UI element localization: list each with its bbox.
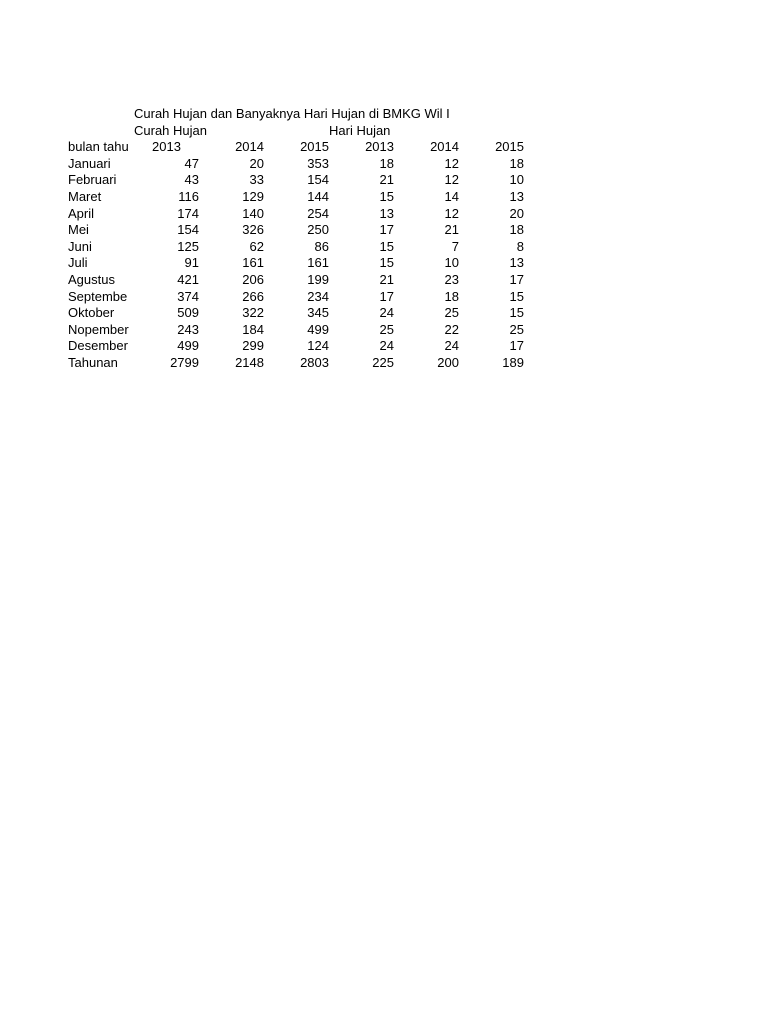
value-cell[interactable]: 62 [249, 238, 264, 254]
month-cell[interactable]: Septembe [68, 288, 128, 304]
value-cell[interactable]: 24 [379, 305, 394, 321]
month-cell[interactable]: Februari [68, 172, 117, 188]
month-cell[interactable]: Agustus [68, 271, 115, 287]
value-cell[interactable]: 2148 [235, 354, 264, 370]
value-cell[interactable]: 184 [242, 321, 264, 337]
value-cell[interactable]: 345 [307, 305, 329, 321]
value-cell[interactable]: 24 [379, 338, 394, 354]
value-cell[interactable]: 254 [307, 205, 329, 221]
month-cell[interactable]: Juli [68, 255, 88, 271]
value-cell[interactable]: 91 [184, 255, 199, 271]
month-cell[interactable]: Oktober [68, 305, 115, 321]
value-cell[interactable]: 125 [177, 238, 199, 254]
value-cell[interactable]: 25 [509, 321, 524, 337]
value-cell[interactable]: 33 [249, 172, 264, 188]
value-cell[interactable]: 499 [307, 321, 329, 337]
group-label-row [68, 123, 524, 140]
value-cell[interactable]: 17 [379, 222, 394, 238]
value-cell[interactable]: 17 [509, 338, 524, 354]
value-cell[interactable]: 174 [177, 205, 199, 221]
value-cell[interactable]: 161 [242, 255, 264, 271]
header-year-cell[interactable]: 2015 [495, 139, 524, 155]
value-cell[interactable]: 10 [444, 255, 459, 271]
value-cell[interactable]: 15 [379, 188, 394, 204]
value-cell[interactable]: 8 [516, 238, 524, 254]
value-cell[interactable]: 15 [509, 288, 524, 304]
value-cell[interactable]: 18 [509, 155, 524, 171]
value-cell[interactable]: 21 [379, 271, 394, 287]
title-row [68, 106, 524, 123]
value-cell[interactable]: 18 [379, 155, 394, 171]
value-cell[interactable]: 25 [379, 321, 394, 337]
value-cell[interactable]: 154 [177, 222, 199, 238]
header-year-cell[interactable]: 2015 [300, 139, 329, 155]
value-cell[interactable]: 15 [379, 238, 394, 254]
value-cell[interactable]: 47 [184, 155, 199, 171]
table-row [68, 255, 524, 272]
table-row [68, 239, 524, 256]
value-cell[interactable]: 266 [242, 288, 264, 304]
value-cell[interactable]: 21 [379, 172, 394, 188]
value-cell[interactable]: 499 [177, 338, 199, 354]
header-row [68, 139, 524, 156]
value-cell[interactable]: 2803 [300, 354, 329, 370]
value-cell[interactable]: 23 [444, 271, 459, 287]
value-cell[interactable]: 225 [372, 354, 394, 370]
value-cell[interactable]: 13 [509, 188, 524, 204]
spreadsheet-sheet [68, 106, 524, 372]
month-cell[interactable]: Juni [68, 238, 92, 254]
value-cell[interactable]: 17 [379, 288, 394, 304]
value-cell[interactable]: 2799 [170, 354, 199, 370]
header-year-cell[interactable]: 2014 [430, 139, 459, 155]
value-cell[interactable]: 154 [307, 172, 329, 188]
value-cell[interactable]: 86 [314, 238, 329, 254]
value-cell[interactable]: 206 [242, 271, 264, 287]
month-cell[interactable]: Desember [68, 338, 128, 354]
value-cell[interactable]: 116 [178, 188, 199, 204]
month-cell[interactable]: Januari [68, 155, 111, 171]
value-cell[interactable]: 353 [307, 155, 329, 171]
value-cell[interactable]: 322 [242, 305, 264, 321]
value-cell[interactable]: 12 [444, 172, 459, 188]
value-cell[interactable]: 24 [444, 338, 459, 354]
value-cell[interactable]: 326 [242, 222, 264, 238]
value-cell[interactable]: 20 [249, 155, 264, 171]
value-cell[interactable]: 140 [242, 205, 264, 221]
value-cell[interactable]: 509 [177, 305, 199, 321]
data-rows [68, 156, 524, 372]
rainfall-group-label[interactable]: Curah Hujan [134, 122, 207, 138]
table-row [68, 272, 524, 289]
value-cell[interactable]: 124 [307, 338, 329, 354]
value-cell[interactable]: 234 [307, 288, 329, 304]
rain-days-group-label[interactable]: Hari Hujan [329, 122, 391, 138]
header-year-cell[interactable]: 2013 [152, 139, 181, 155]
value-cell[interactable]: 199 [307, 271, 329, 287]
value-cell[interactable]: 15 [379, 255, 394, 271]
table-row [68, 338, 524, 355]
value-cell[interactable]: 25 [444, 305, 459, 321]
value-cell[interactable]: 20 [509, 205, 524, 221]
table-row [68, 172, 524, 189]
value-cell[interactable]: 200 [437, 354, 459, 370]
value-cell[interactable]: 12 [444, 205, 459, 221]
table-row [68, 156, 524, 173]
month-cell[interactable]: Maret [68, 188, 102, 204]
value-cell[interactable]: 189 [502, 354, 524, 370]
value-cell[interactable]: 12 [444, 155, 459, 171]
value-cell[interactable]: 13 [509, 255, 524, 271]
value-cell[interactable]: 421 [177, 271, 199, 287]
month-cell[interactable]: April [68, 205, 95, 221]
table-row [68, 206, 524, 223]
value-cell[interactable]: 22 [444, 321, 459, 337]
table-title[interactable]: Curah Hujan dan Banyaknya Hari Hujan di BMKG Wil I [134, 106, 450, 121]
value-cell[interactable]: 10 [509, 172, 524, 188]
value-cell[interactable]: 299 [242, 338, 264, 354]
table-row [68, 305, 524, 322]
value-cell[interactable]: 18 [509, 222, 524, 238]
table-row [68, 189, 524, 206]
value-cell[interactable]: 250 [307, 222, 329, 238]
table-row [68, 355, 524, 372]
value-cell[interactable]: 14 [444, 188, 459, 204]
header-year-cell[interactable]: 2013 [365, 139, 394, 155]
header-label-cell[interactable]: bulan tahu [68, 139, 129, 155]
month-cell[interactable]: Tahunan [68, 354, 118, 370]
header-year-cell[interactable]: 2014 [235, 139, 264, 155]
value-cell[interactable]: 374 [177, 288, 199, 304]
value-cell[interactable]: 161 [307, 255, 329, 271]
value-cell[interactable]: 243 [177, 321, 199, 337]
table-row [68, 222, 524, 239]
month-cell[interactable]: Mei [68, 222, 89, 238]
value-cell[interactable]: 7 [451, 238, 459, 254]
value-cell[interactable]: 144 [307, 188, 329, 204]
value-cell[interactable]: 13 [379, 205, 394, 221]
value-cell[interactable]: 17 [509, 271, 524, 287]
value-cell[interactable]: 21 [444, 222, 459, 238]
table-row [68, 289, 524, 306]
value-cell[interactable]: 43 [184, 172, 199, 188]
table-row [68, 322, 524, 339]
value-cell[interactable]: 15 [509, 305, 524, 321]
value-cell[interactable]: 129 [242, 188, 264, 204]
value-cell[interactable]: 18 [444, 288, 459, 304]
month-cell[interactable]: Nopember [68, 321, 129, 337]
